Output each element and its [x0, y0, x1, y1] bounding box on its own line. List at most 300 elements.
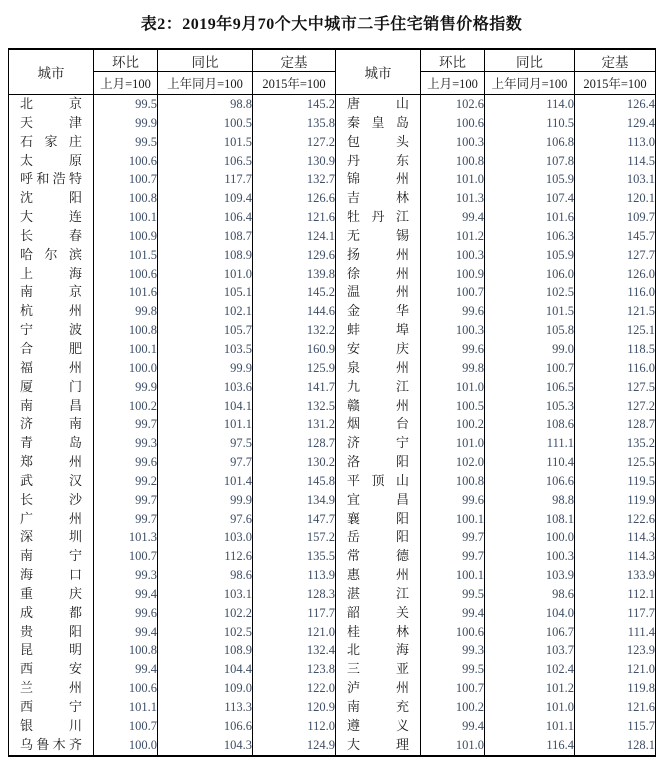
mom-value: 99.9 — [94, 114, 158, 133]
city-name: 福州 — [20, 359, 82, 375]
city-name: 北海 — [347, 642, 409, 658]
city-name: 乌鲁木齐 — [20, 736, 82, 752]
mom-value: 100.7 — [94, 170, 158, 189]
table-title: 表2：2019年9月70个大中城市二手住宅销售价格指数 — [140, 16, 523, 33]
city-cell — [336, 660, 421, 679]
city-cell — [336, 434, 421, 453]
mom-value: 100.1 — [94, 208, 158, 227]
yoy-value: 106.7 — [485, 623, 575, 642]
fixed-base-value: 147.7 — [253, 510, 336, 529]
yoy-value: 108.6 — [485, 415, 575, 434]
fixed-base-value: 129.6 — [253, 246, 336, 265]
yoy-value: 109.0 — [158, 679, 253, 698]
yoy-value: 109.4 — [158, 189, 253, 208]
table-container — [8, 48, 655, 757]
fixed-base-value: 145.7 — [575, 227, 656, 246]
yoy-value: 105.7 — [158, 321, 253, 340]
yoy-value: 116.4 — [485, 736, 575, 756]
yoy-value: 105.8 — [485, 321, 575, 340]
yoy-value: 98.8 — [158, 95, 253, 114]
city-cell — [9, 698, 94, 717]
city-name: 安庆 — [347, 340, 409, 356]
fixed-base-value: 130.2 — [253, 453, 336, 472]
yoy-value: 100.3 — [485, 547, 575, 566]
fixed-base-value: 121.6 — [575, 698, 656, 717]
header-mom-base-right: 上月=100 — [421, 72, 485, 95]
mom-value: 99.2 — [94, 472, 158, 491]
yoy-value: 103.7 — [485, 641, 575, 660]
mom-value: 101.6 — [94, 283, 158, 302]
table-body — [9, 95, 656, 756]
city-name: 天津 — [20, 114, 82, 130]
city-name: 南昌 — [20, 397, 82, 413]
fixed-base-value: 124.9 — [253, 736, 336, 756]
table-row — [9, 302, 656, 321]
city-cell — [336, 133, 421, 152]
fixed-base-value: 112.1 — [575, 585, 656, 604]
yoy-value: 114.0 — [485, 95, 575, 114]
city-cell — [336, 547, 421, 566]
header-city-right: 城市 — [336, 49, 421, 95]
city-cell — [336, 95, 421, 114]
city-name: 哈尔滨 — [20, 246, 82, 262]
city-name: 兰州 — [20, 680, 82, 696]
fixed-base-value: 119.5 — [575, 472, 656, 491]
city-name: 海口 — [20, 567, 82, 583]
mom-value: 99.3 — [94, 434, 158, 453]
yoy-value: 108.9 — [158, 641, 253, 660]
table-row — [9, 246, 656, 265]
mom-value: 100.6 — [94, 679, 158, 698]
fixed-base-value: 131.2 — [253, 415, 336, 434]
header-fixed-base-left: 2015年=100 — [253, 72, 336, 95]
yoy-value: 103.1 — [158, 585, 253, 604]
header-yoy-left: 同比 — [158, 49, 253, 72]
city-cell — [9, 717, 94, 736]
city-name: 泉州 — [347, 359, 409, 375]
yoy-value: 102.2 — [158, 604, 253, 623]
fixed-base-value: 141.7 — [253, 378, 336, 397]
mom-value: 101.1 — [94, 698, 158, 717]
yoy-value: 106.6 — [485, 472, 575, 491]
yoy-value: 100.7 — [485, 359, 575, 378]
fixed-base-value: 103.1 — [575, 170, 656, 189]
fixed-base-value: 135.5 — [253, 547, 336, 566]
yoy-value: 102.5 — [158, 623, 253, 642]
city-cell — [336, 321, 421, 340]
table-row — [9, 265, 656, 284]
mom-value: 99.8 — [94, 302, 158, 321]
mom-value: 101.0 — [421, 736, 485, 756]
mom-value: 100.6 — [94, 265, 158, 284]
yoy-value: 117.7 — [158, 170, 253, 189]
fixed-base-value: 113.0 — [575, 133, 656, 152]
city-name: 南充 — [347, 699, 409, 714]
city-cell — [336, 491, 421, 510]
mom-value: 99.9 — [94, 378, 158, 397]
city-cell — [9, 623, 94, 642]
city-name: 三亚 — [347, 661, 409, 677]
yoy-value: 106.0 — [485, 265, 575, 284]
city-cell — [9, 378, 94, 397]
yoy-value: 107.4 — [485, 189, 575, 208]
yoy-value: 97.7 — [158, 453, 253, 472]
fixed-base-value: 125.1 — [575, 321, 656, 340]
city-cell — [336, 152, 421, 171]
city-cell — [9, 340, 94, 359]
table-row — [9, 189, 656, 208]
mom-value: 99.7 — [421, 528, 485, 547]
fixed-base-value: 128.7 — [253, 434, 336, 453]
city-name: 泸州 — [347, 680, 409, 696]
city-name: 湛江 — [347, 585, 409, 601]
table-row — [9, 133, 656, 152]
table-row — [9, 604, 656, 623]
yoy-value: 108.9 — [158, 246, 253, 265]
mom-value: 99.4 — [421, 208, 485, 227]
city-cell — [336, 378, 421, 397]
yoy-value: 113.3 — [158, 698, 253, 717]
city-name: 锦州 — [347, 171, 409, 187]
city-cell — [9, 321, 94, 340]
yoy-value: 100.0 — [485, 528, 575, 547]
mom-value: 100.6 — [421, 114, 485, 133]
fixed-base-value: 126.0 — [575, 265, 656, 284]
city-cell — [9, 208, 94, 227]
table-row — [9, 472, 656, 491]
fixed-base-value: 111.4 — [575, 623, 656, 642]
city-name: 扬州 — [347, 246, 409, 262]
mom-value: 99.6 — [421, 340, 485, 359]
city-cell — [9, 302, 94, 321]
mom-value: 99.5 — [94, 95, 158, 114]
city-cell — [336, 566, 421, 585]
mom-value: 99.5 — [94, 133, 158, 152]
mom-value: 100.1 — [421, 566, 485, 585]
city-name: 北京 — [20, 96, 82, 111]
fixed-base-value: 112.0 — [253, 717, 336, 736]
mom-value: 99.4 — [94, 660, 158, 679]
header-yoy-base-right: 上年同月=100 — [485, 72, 575, 95]
city-cell — [9, 246, 94, 265]
city-name: 丹东 — [347, 152, 409, 168]
city-name: 沈阳 — [20, 190, 82, 206]
table-row — [9, 208, 656, 227]
fixed-base-value: 132.4 — [253, 641, 336, 660]
city-cell — [336, 415, 421, 434]
fixed-base-value: 132.5 — [253, 397, 336, 416]
fixed-base-value: 113.9 — [253, 566, 336, 585]
city-name: 牡丹江 — [347, 209, 409, 225]
yoy-value: 105.9 — [485, 246, 575, 265]
city-name: 洛阳 — [347, 454, 409, 470]
city-cell — [9, 604, 94, 623]
mom-value: 101.0 — [421, 378, 485, 397]
mom-value: 102.0 — [421, 453, 485, 472]
fixed-base-value: 114.5 — [575, 152, 656, 171]
fixed-base-value: 125.9 — [253, 359, 336, 378]
fixed-base-value: 145.2 — [253, 95, 336, 114]
table-row — [9, 736, 656, 756]
mom-value: 100.0 — [94, 736, 158, 756]
city-cell — [9, 528, 94, 547]
table-row — [9, 510, 656, 529]
mom-value: 100.6 — [421, 623, 485, 642]
city-name: 呼和浩特 — [20, 171, 82, 187]
city-cell — [9, 283, 94, 302]
city-name: 济宁 — [347, 435, 409, 451]
header-yoy-right: 同比 — [485, 49, 575, 72]
mom-value: 100.8 — [94, 321, 158, 340]
city-cell — [9, 415, 94, 434]
city-cell — [336, 246, 421, 265]
mom-value: 101.5 — [94, 246, 158, 265]
yoy-value: 104.0 — [485, 604, 575, 623]
yoy-value: 101.2 — [485, 679, 575, 698]
city-cell — [336, 208, 421, 227]
yoy-value: 112.6 — [158, 547, 253, 566]
mom-value: 99.6 — [421, 302, 485, 321]
yoy-value: 105.1 — [158, 283, 253, 302]
fixed-base-value: 125.5 — [575, 453, 656, 472]
city-name: 烟台 — [347, 416, 409, 432]
city-cell — [9, 736, 94, 756]
city-name: 韶关 — [347, 604, 409, 620]
city-name: 青岛 — [20, 435, 82, 451]
city-cell — [9, 189, 94, 208]
yoy-value: 101.6 — [485, 208, 575, 227]
table-row — [9, 585, 656, 604]
city-cell — [336, 604, 421, 623]
city-cell — [336, 114, 421, 133]
city-cell — [9, 660, 94, 679]
city-cell — [336, 227, 421, 246]
mom-value: 100.7 — [94, 547, 158, 566]
table-row — [9, 453, 656, 472]
table-row — [9, 623, 656, 642]
table-row — [9, 491, 656, 510]
city-cell — [336, 717, 421, 736]
yoy-value: 101.5 — [158, 133, 253, 152]
city-name: 西安 — [20, 661, 82, 677]
city-cell — [336, 340, 421, 359]
table-row — [9, 340, 656, 359]
table-row — [9, 378, 656, 397]
fixed-base-value: 135.2 — [575, 434, 656, 453]
price-index-table — [8, 48, 656, 757]
city-cell — [9, 510, 94, 529]
city-name: 南京 — [20, 284, 82, 300]
yoy-value: 99.9 — [158, 491, 253, 510]
fixed-base-value: 116.0 — [575, 283, 656, 302]
table-row — [9, 660, 656, 679]
yoy-value: 101.0 — [485, 698, 575, 717]
yoy-value: 105.3 — [485, 397, 575, 416]
mom-value: 99.5 — [421, 585, 485, 604]
fixed-base-value: 124.1 — [253, 227, 336, 246]
city-name: 吉林 — [347, 190, 409, 206]
mom-value: 100.2 — [421, 415, 485, 434]
city-cell — [9, 152, 94, 171]
city-name: 杭州 — [20, 303, 82, 319]
fixed-base-value: 145.8 — [253, 472, 336, 491]
city-cell — [336, 472, 421, 491]
city-name: 济南 — [20, 416, 82, 432]
fixed-base-value: 144.6 — [253, 302, 336, 321]
city-name: 贵阳 — [20, 623, 82, 639]
city-name: 赣州 — [347, 397, 409, 413]
yoy-value: 101.4 — [158, 472, 253, 491]
yoy-value: 103.6 — [158, 378, 253, 397]
header-fixed-right: 定基 — [575, 49, 656, 72]
city-cell — [336, 170, 421, 189]
yoy-value: 102.4 — [485, 660, 575, 679]
city-cell — [336, 359, 421, 378]
city-cell — [336, 265, 421, 284]
mom-value: 100.8 — [94, 641, 158, 660]
city-cell — [336, 189, 421, 208]
city-cell — [9, 566, 94, 585]
fixed-base-value: 120.9 — [253, 698, 336, 717]
city-name: 宁波 — [20, 322, 82, 338]
city-cell — [336, 585, 421, 604]
table-row — [9, 528, 656, 547]
yoy-value: 106.5 — [158, 152, 253, 171]
city-name: 包头 — [347, 133, 409, 149]
city-name: 重庆 — [20, 585, 82, 601]
city-name: 上海 — [20, 265, 82, 281]
city-name: 唐山 — [347, 96, 409, 111]
fixed-base-value: 115.7 — [575, 717, 656, 736]
fixed-base-value: 121.5 — [575, 302, 656, 321]
mom-value: 100.5 — [421, 397, 485, 416]
city-name: 徐州 — [347, 265, 409, 281]
mom-value: 99.6 — [94, 453, 158, 472]
fixed-base-value: 160.9 — [253, 340, 336, 359]
city-name: 襄阳 — [347, 510, 409, 526]
city-cell — [9, 397, 94, 416]
yoy-value: 99.0 — [485, 340, 575, 359]
mom-value: 101.3 — [421, 189, 485, 208]
fixed-base-value: 130.9 — [253, 152, 336, 171]
fixed-base-value: 122.0 — [253, 679, 336, 698]
city-name: 昆明 — [20, 642, 82, 658]
mom-value: 99.4 — [94, 585, 158, 604]
city-cell — [9, 95, 94, 114]
city-name: 桂林 — [347, 623, 409, 639]
city-cell — [336, 736, 421, 756]
city-name: 大理 — [347, 736, 409, 752]
fixed-base-value: 119.8 — [575, 679, 656, 698]
city-cell — [9, 434, 94, 453]
yoy-value: 99.9 — [158, 359, 253, 378]
city-cell — [9, 491, 94, 510]
mom-value: 99.4 — [421, 717, 485, 736]
city-name: 温州 — [347, 284, 409, 300]
yoy-value: 104.4 — [158, 660, 253, 679]
mom-value: 99.7 — [94, 510, 158, 529]
yoy-value: 105.9 — [485, 170, 575, 189]
fixed-base-value: 121.0 — [575, 660, 656, 679]
city-name: 平顶山 — [347, 472, 409, 488]
city-name: 长春 — [20, 227, 82, 243]
fixed-base-value: 117.7 — [575, 604, 656, 623]
mom-value: 99.4 — [421, 604, 485, 623]
city-cell — [9, 114, 94, 133]
fixed-base-value: 126.6 — [253, 189, 336, 208]
yoy-value: 106.6 — [158, 717, 253, 736]
city-name: 宜昌 — [347, 491, 409, 507]
mom-value: 100.8 — [421, 472, 485, 491]
yoy-value: 102.5 — [485, 283, 575, 302]
city-cell — [9, 359, 94, 378]
table-row — [9, 415, 656, 434]
city-cell — [336, 453, 421, 472]
header-fixed-base-right: 2015年=100 — [575, 72, 656, 95]
city-cell — [9, 227, 94, 246]
fixed-base-value: 119.9 — [575, 491, 656, 510]
yoy-value: 110.5 — [485, 114, 575, 133]
mom-value: 101.3 — [94, 528, 158, 547]
mom-value: 99.3 — [94, 566, 158, 585]
yoy-value: 107.8 — [485, 152, 575, 171]
yoy-value: 103.5 — [158, 340, 253, 359]
mom-value: 99.6 — [94, 604, 158, 623]
city-name: 合肥 — [20, 340, 82, 356]
city-name: 常德 — [347, 548, 409, 564]
mom-value: 101.0 — [421, 434, 485, 453]
mom-value: 100.7 — [421, 679, 485, 698]
fixed-base-value: 129.4 — [575, 114, 656, 133]
city-name: 岳阳 — [347, 529, 409, 545]
table-row — [9, 227, 656, 246]
fixed-base-value: 128.7 — [575, 415, 656, 434]
mom-value: 100.3 — [421, 321, 485, 340]
fixed-base-value: 127.2 — [253, 133, 336, 152]
yoy-value: 106.8 — [485, 133, 575, 152]
city-name: 惠州 — [347, 567, 409, 583]
yoy-value: 106.4 — [158, 208, 253, 227]
header-mom-left: 环比 — [94, 49, 158, 72]
header-mom-base-left: 上月=100 — [94, 72, 158, 95]
yoy-value: 104.1 — [158, 397, 253, 416]
city-cell — [9, 453, 94, 472]
mom-value: 101.2 — [421, 227, 485, 246]
fixed-base-value: 121.6 — [253, 208, 336, 227]
mom-value: 99.7 — [94, 491, 158, 510]
city-name: 南宁 — [20, 548, 82, 564]
table-row — [9, 679, 656, 698]
city-cell — [9, 679, 94, 698]
yoy-value: 101.5 — [485, 302, 575, 321]
yoy-value: 111.1 — [485, 434, 575, 453]
table-row — [9, 434, 656, 453]
yoy-value: 98.6 — [158, 566, 253, 585]
yoy-value: 106.3 — [485, 227, 575, 246]
yoy-value: 97.6 — [158, 510, 253, 529]
city-name: 郑州 — [20, 454, 82, 470]
mom-value: 99.8 — [421, 359, 485, 378]
city-cell — [336, 510, 421, 529]
mom-value: 100.1 — [421, 510, 485, 529]
city-cell — [336, 679, 421, 698]
city-name: 厦门 — [20, 378, 82, 394]
table-row — [9, 717, 656, 736]
city-cell — [336, 397, 421, 416]
table-row — [9, 566, 656, 585]
fixed-base-value: 127.5 — [575, 378, 656, 397]
mom-value: 100.9 — [94, 227, 158, 246]
